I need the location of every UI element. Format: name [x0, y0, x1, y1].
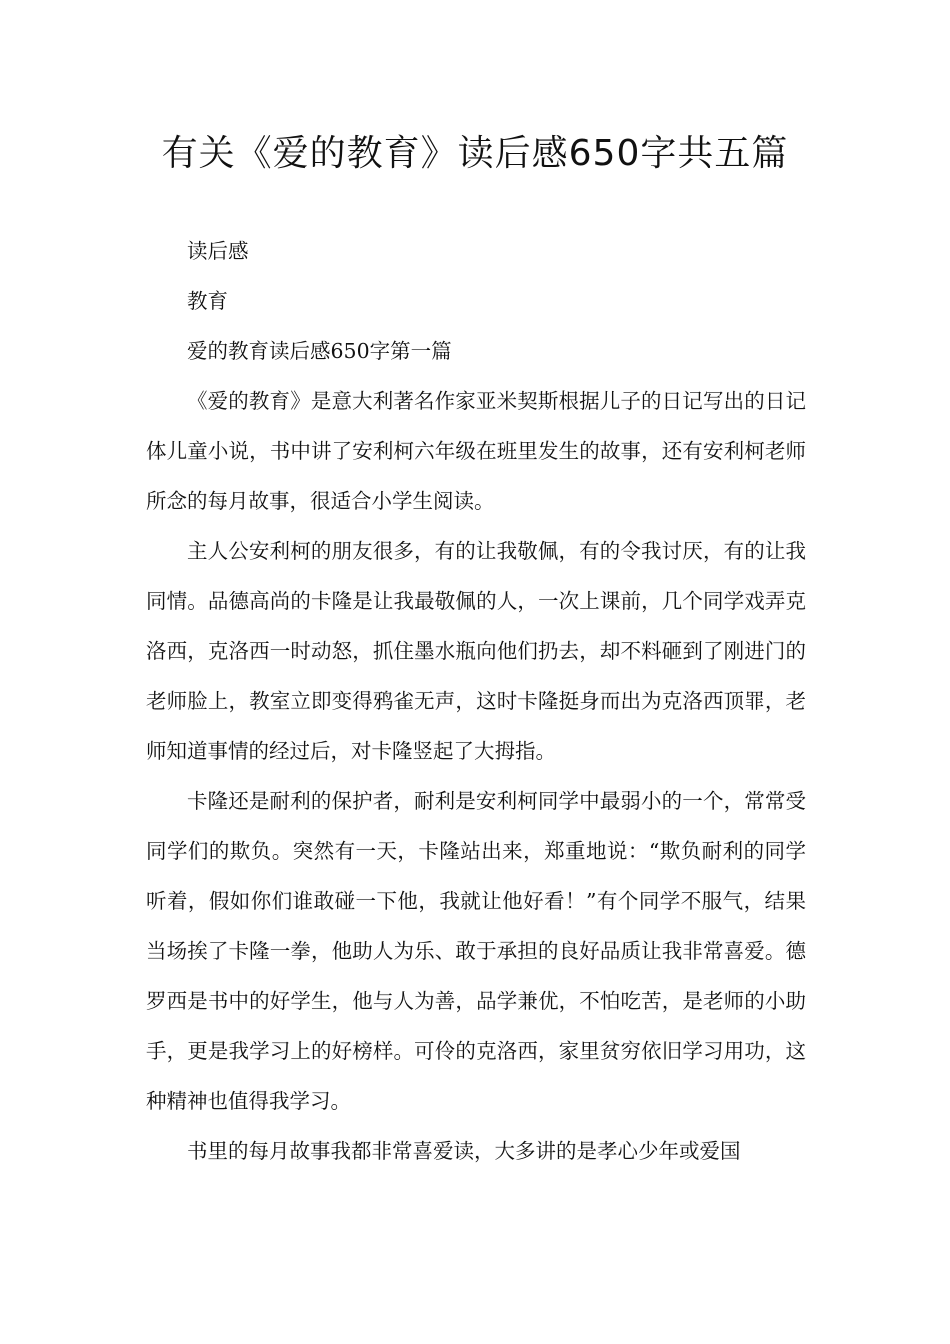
body-paragraph: 主人公安利柯的朋友很多，有的让我敬佩，有的令我讨厌，有的让我同情。品德高尚的卡隆是让我最敬佩的人，一次上课前，几个同学戏弄克洛西，克洛西一时动怒，抓住墨水瓶向他们扔去，却不料砸到了刚进门的老师脸上，教室立即变得鸦雀无声，这时卡隆挺身而出为克洛西顶罪，老师知道事情的经过后，对卡隆竖起了大拇指。	[146, 539, 806, 763]
body-paragraph: 《爱的教育》是意大利著名作家亚米契斯根据儿子的日记写出的日记体儿童小说，书中讲了安利柯六年级在班里发生的故事，还有安利柯老师所念的每月故事，很适合小学生阅读。	[146, 389, 806, 513]
keyword-line: 教育	[187, 289, 228, 313]
body-paragraph: 书里的每月故事我都非常喜爱读，大多讲的是孝心少年或爱国	[187, 1139, 741, 1163]
body-paragraph: 卡隆还是耐利的保护者，耐利是安利柯同学中最弱小的一个，常常受同学们的欺负。突然有一天，卡隆站出来，郑重地说：“欺负耐利的同学听着，假如你们谁敢碰一下他，我就让他好看！”有个同学不服气，结果当场挨了卡隆一拳，他助人为乐、敢于承担的良好品质让我非常喜爱。德罗西是书中的好学生，他与人为善，品学兼优，不怕吃苦，是老师的小助手，更是我学习上的好榜样。可伶的克洛西，家里贫穷依旧学习用功，这种精神也值得我学习。	[146, 789, 806, 1113]
document-body	[146, 226, 806, 1176]
section-heading: 爱的教育读后感650字第一篇	[187, 339, 452, 363]
keyword-line: 读后感	[187, 239, 249, 263]
document-title: 有关《爱的教育》读后感650字共五篇	[161, 133, 789, 174]
